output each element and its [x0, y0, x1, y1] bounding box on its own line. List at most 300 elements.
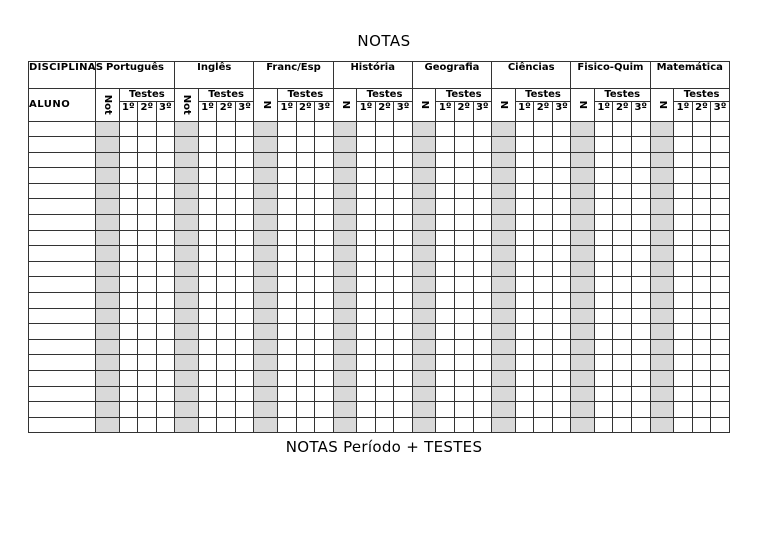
test-score-cell[interactable]: [515, 308, 534, 324]
nota-cell[interactable]: [650, 371, 674, 387]
test-score-cell[interactable]: [473, 121, 492, 137]
test-score-cell[interactable]: [235, 324, 254, 340]
nota-cell[interactable]: [333, 261, 357, 277]
test-score-cell[interactable]: [198, 371, 217, 387]
test-score-cell[interactable]: [473, 293, 492, 309]
test-score-cell[interactable]: [357, 215, 376, 231]
test-score-cell[interactable]: [594, 183, 613, 199]
student-name-cell[interactable]: [29, 137, 96, 153]
test-score-cell[interactable]: [198, 402, 217, 418]
test-score-cell[interactable]: [357, 324, 376, 340]
test-score-cell[interactable]: [217, 261, 236, 277]
test-score-cell[interactable]: [138, 121, 157, 137]
test-score-cell[interactable]: [594, 293, 613, 309]
test-score-cell[interactable]: [515, 137, 534, 153]
test-score-cell[interactable]: [552, 308, 571, 324]
test-score-cell[interactable]: [375, 293, 394, 309]
nota-cell[interactable]: [412, 168, 436, 184]
test-score-cell[interactable]: [156, 261, 175, 277]
test-score-cell[interactable]: [436, 199, 455, 215]
test-score-cell[interactable]: [375, 386, 394, 402]
test-score-cell[interactable]: [357, 152, 376, 168]
test-score-cell[interactable]: [315, 168, 334, 184]
test-score-cell[interactable]: [119, 261, 138, 277]
nota-cell[interactable]: [412, 308, 436, 324]
test-score-cell[interactable]: [515, 355, 534, 371]
test-score-cell[interactable]: [674, 168, 693, 184]
test-score-cell[interactable]: [296, 215, 315, 231]
test-score-cell[interactable]: [473, 215, 492, 231]
test-score-cell[interactable]: [534, 277, 553, 293]
nota-cell[interactable]: [95, 183, 119, 199]
test-score-cell[interactable]: [119, 371, 138, 387]
test-score-cell[interactable]: [375, 355, 394, 371]
test-score-cell[interactable]: [394, 137, 413, 153]
test-score-cell[interactable]: [119, 308, 138, 324]
nota-cell[interactable]: [95, 371, 119, 387]
test-score-cell[interactable]: [534, 308, 553, 324]
test-score-cell[interactable]: [198, 339, 217, 355]
nota-cell[interactable]: [492, 308, 516, 324]
test-score-cell[interactable]: [156, 308, 175, 324]
nota-cell[interactable]: [254, 417, 278, 433]
nota-cell[interactable]: [571, 355, 595, 371]
test-score-cell[interactable]: [552, 183, 571, 199]
test-score-cell[interactable]: [315, 386, 334, 402]
test-score-cell[interactable]: [394, 261, 413, 277]
test-score-cell[interactable]: [375, 339, 394, 355]
test-score-cell[interactable]: [632, 183, 651, 199]
nota-cell[interactable]: [650, 324, 674, 340]
test-score-cell[interactable]: [674, 199, 693, 215]
nota-cell[interactable]: [492, 168, 516, 184]
nota-cell[interactable]: [175, 277, 199, 293]
test-score-cell[interactable]: [198, 168, 217, 184]
nota-cell[interactable]: [254, 371, 278, 387]
test-score-cell[interactable]: [594, 417, 613, 433]
test-score-cell[interactable]: [119, 386, 138, 402]
test-score-cell[interactable]: [632, 277, 651, 293]
test-score-cell[interactable]: [156, 371, 175, 387]
nota-cell[interactable]: [571, 324, 595, 340]
test-score-cell[interactable]: [552, 199, 571, 215]
nota-cell[interactable]: [333, 230, 357, 246]
test-score-cell[interactable]: [278, 339, 297, 355]
nota-cell[interactable]: [412, 402, 436, 418]
test-score-cell[interactable]: [692, 199, 711, 215]
test-score-cell[interactable]: [552, 277, 571, 293]
test-score-cell[interactable]: [711, 137, 730, 153]
test-score-cell[interactable]: [394, 417, 413, 433]
test-score-cell[interactable]: [357, 339, 376, 355]
test-score-cell[interactable]: [156, 246, 175, 262]
nota-cell[interactable]: [333, 137, 357, 153]
nota-cell[interactable]: [254, 230, 278, 246]
nota-cell[interactable]: [492, 121, 516, 137]
test-score-cell[interactable]: [674, 293, 693, 309]
test-score-cell[interactable]: [552, 121, 571, 137]
nota-cell[interactable]: [254, 137, 278, 153]
test-score-cell[interactable]: [296, 324, 315, 340]
test-score-cell[interactable]: [198, 121, 217, 137]
test-score-cell[interactable]: [138, 355, 157, 371]
test-score-cell[interactable]: [552, 293, 571, 309]
test-score-cell[interactable]: [278, 261, 297, 277]
nota-cell[interactable]: [650, 308, 674, 324]
test-score-cell[interactable]: [156, 277, 175, 293]
nota-cell[interactable]: [492, 199, 516, 215]
test-score-cell[interactable]: [278, 230, 297, 246]
test-score-cell[interactable]: [473, 183, 492, 199]
test-score-cell[interactable]: [674, 121, 693, 137]
test-score-cell[interactable]: [674, 324, 693, 340]
test-score-cell[interactable]: [692, 137, 711, 153]
nota-cell[interactable]: [492, 324, 516, 340]
test-score-cell[interactable]: [436, 137, 455, 153]
test-score-cell[interactable]: [454, 168, 473, 184]
test-score-cell[interactable]: [156, 183, 175, 199]
nota-cell[interactable]: [492, 261, 516, 277]
nota-cell[interactable]: [412, 386, 436, 402]
test-score-cell[interactable]: [315, 246, 334, 262]
nota-cell[interactable]: [175, 293, 199, 309]
test-score-cell[interactable]: [296, 293, 315, 309]
test-score-cell[interactable]: [515, 215, 534, 231]
nota-cell[interactable]: [412, 137, 436, 153]
test-score-cell[interactable]: [156, 386, 175, 402]
nota-cell[interactable]: [650, 121, 674, 137]
test-score-cell[interactable]: [534, 168, 553, 184]
nota-cell[interactable]: [571, 417, 595, 433]
student-name-cell[interactable]: [29, 152, 96, 168]
test-score-cell[interactable]: [217, 152, 236, 168]
test-score-cell[interactable]: [278, 402, 297, 418]
test-score-cell[interactable]: [375, 324, 394, 340]
test-score-cell[interactable]: [357, 402, 376, 418]
nota-cell[interactable]: [412, 121, 436, 137]
test-score-cell[interactable]: [594, 371, 613, 387]
nota-cell[interactable]: [492, 277, 516, 293]
test-score-cell[interactable]: [119, 230, 138, 246]
test-score-cell[interactable]: [138, 199, 157, 215]
test-score-cell[interactable]: [674, 215, 693, 231]
test-score-cell[interactable]: [454, 215, 473, 231]
nota-cell[interactable]: [254, 152, 278, 168]
test-score-cell[interactable]: [315, 183, 334, 199]
test-score-cell[interactable]: [198, 246, 217, 262]
test-score-cell[interactable]: [436, 183, 455, 199]
test-score-cell[interactable]: [198, 137, 217, 153]
nota-cell[interactable]: [650, 402, 674, 418]
test-score-cell[interactable]: [552, 137, 571, 153]
test-score-cell[interactable]: [235, 386, 254, 402]
test-score-cell[interactable]: [119, 277, 138, 293]
nota-cell[interactable]: [175, 339, 199, 355]
test-score-cell[interactable]: [235, 261, 254, 277]
test-score-cell[interactable]: [436, 355, 455, 371]
test-score-cell[interactable]: [473, 402, 492, 418]
test-score-cell[interactable]: [692, 293, 711, 309]
test-score-cell[interactable]: [315, 371, 334, 387]
test-score-cell[interactable]: [534, 324, 553, 340]
test-score-cell[interactable]: [394, 215, 413, 231]
test-score-cell[interactable]: [515, 168, 534, 184]
test-score-cell[interactable]: [315, 417, 334, 433]
test-score-cell[interactable]: [515, 121, 534, 137]
test-score-cell[interactable]: [138, 215, 157, 231]
test-score-cell[interactable]: [552, 246, 571, 262]
test-score-cell[interactable]: [119, 417, 138, 433]
nota-cell[interactable]: [650, 246, 674, 262]
nota-cell[interactable]: [175, 183, 199, 199]
test-score-cell[interactable]: [156, 293, 175, 309]
nota-cell[interactable]: [254, 308, 278, 324]
test-score-cell[interactable]: [138, 402, 157, 418]
test-score-cell[interactable]: [296, 371, 315, 387]
test-score-cell[interactable]: [473, 199, 492, 215]
student-name-cell[interactable]: [29, 168, 96, 184]
nota-cell[interactable]: [412, 152, 436, 168]
nota-cell[interactable]: [333, 121, 357, 137]
nota-cell[interactable]: [571, 121, 595, 137]
test-score-cell[interactable]: [534, 386, 553, 402]
test-score-cell[interactable]: [357, 121, 376, 137]
test-score-cell[interactable]: [296, 121, 315, 137]
test-score-cell[interactable]: [278, 355, 297, 371]
test-score-cell[interactable]: [296, 308, 315, 324]
nota-cell[interactable]: [333, 371, 357, 387]
test-score-cell[interactable]: [217, 137, 236, 153]
student-name-cell[interactable]: [29, 308, 96, 324]
test-score-cell[interactable]: [235, 417, 254, 433]
nota-cell[interactable]: [650, 215, 674, 231]
test-score-cell[interactable]: [534, 215, 553, 231]
test-score-cell[interactable]: [632, 152, 651, 168]
nota-cell[interactable]: [571, 152, 595, 168]
test-score-cell[interactable]: [357, 293, 376, 309]
test-score-cell[interactable]: [613, 121, 632, 137]
test-score-cell[interactable]: [119, 246, 138, 262]
nota-cell[interactable]: [254, 277, 278, 293]
nota-cell[interactable]: [254, 215, 278, 231]
nota-cell[interactable]: [571, 386, 595, 402]
test-score-cell[interactable]: [515, 293, 534, 309]
test-score-cell[interactable]: [632, 246, 651, 262]
student-name-cell[interactable]: [29, 199, 96, 215]
test-score-cell[interactable]: [296, 402, 315, 418]
test-score-cell[interactable]: [217, 324, 236, 340]
nota-cell[interactable]: [492, 355, 516, 371]
nota-cell[interactable]: [95, 230, 119, 246]
nota-cell[interactable]: [650, 199, 674, 215]
nota-cell[interactable]: [175, 152, 199, 168]
test-score-cell[interactable]: [138, 277, 157, 293]
test-score-cell[interactable]: [613, 293, 632, 309]
test-score-cell[interactable]: [613, 261, 632, 277]
test-score-cell[interactable]: [394, 121, 413, 137]
test-score-cell[interactable]: [394, 168, 413, 184]
test-score-cell[interactable]: [594, 308, 613, 324]
test-score-cell[interactable]: [552, 324, 571, 340]
test-score-cell[interactable]: [375, 215, 394, 231]
test-score-cell[interactable]: [198, 183, 217, 199]
test-score-cell[interactable]: [674, 355, 693, 371]
test-score-cell[interactable]: [473, 261, 492, 277]
test-score-cell[interactable]: [515, 199, 534, 215]
test-score-cell[interactable]: [119, 355, 138, 371]
test-score-cell[interactable]: [394, 230, 413, 246]
test-score-cell[interactable]: [296, 152, 315, 168]
test-score-cell[interactable]: [711, 152, 730, 168]
test-score-cell[interactable]: [711, 261, 730, 277]
test-score-cell[interactable]: [296, 277, 315, 293]
test-score-cell[interactable]: [613, 137, 632, 153]
test-score-cell[interactable]: [394, 152, 413, 168]
test-score-cell[interactable]: [296, 339, 315, 355]
test-score-cell[interactable]: [594, 199, 613, 215]
test-score-cell[interactable]: [278, 277, 297, 293]
test-score-cell[interactable]: [534, 261, 553, 277]
test-score-cell[interactable]: [454, 183, 473, 199]
test-score-cell[interactable]: [436, 121, 455, 137]
test-score-cell[interactable]: [534, 137, 553, 153]
test-score-cell[interactable]: [235, 371, 254, 387]
test-score-cell[interactable]: [454, 137, 473, 153]
test-score-cell[interactable]: [692, 371, 711, 387]
test-score-cell[interactable]: [692, 386, 711, 402]
nota-cell[interactable]: [571, 308, 595, 324]
test-score-cell[interactable]: [711, 168, 730, 184]
test-score-cell[interactable]: [473, 230, 492, 246]
nota-cell[interactable]: [571, 199, 595, 215]
test-score-cell[interactable]: [138, 339, 157, 355]
test-score-cell[interactable]: [534, 230, 553, 246]
test-score-cell[interactable]: [552, 152, 571, 168]
test-score-cell[interactable]: [315, 152, 334, 168]
test-score-cell[interactable]: [473, 371, 492, 387]
test-score-cell[interactable]: [692, 339, 711, 355]
test-score-cell[interactable]: [594, 386, 613, 402]
nota-cell[interactable]: [650, 168, 674, 184]
test-score-cell[interactable]: [156, 168, 175, 184]
test-score-cell[interactable]: [394, 402, 413, 418]
test-score-cell[interactable]: [473, 152, 492, 168]
test-score-cell[interactable]: [613, 324, 632, 340]
test-score-cell[interactable]: [235, 137, 254, 153]
test-score-cell[interactable]: [138, 371, 157, 387]
nota-cell[interactable]: [412, 183, 436, 199]
test-score-cell[interactable]: [198, 152, 217, 168]
test-score-cell[interactable]: [296, 168, 315, 184]
nota-cell[interactable]: [650, 183, 674, 199]
test-score-cell[interactable]: [375, 261, 394, 277]
nota-cell[interactable]: [254, 261, 278, 277]
test-score-cell[interactable]: [315, 215, 334, 231]
test-score-cell[interactable]: [119, 339, 138, 355]
nota-cell[interactable]: [254, 324, 278, 340]
test-score-cell[interactable]: [632, 137, 651, 153]
test-score-cell[interactable]: [552, 339, 571, 355]
test-score-cell[interactable]: [515, 371, 534, 387]
test-score-cell[interactable]: [711, 339, 730, 355]
test-score-cell[interactable]: [632, 355, 651, 371]
test-score-cell[interactable]: [454, 152, 473, 168]
nota-cell[interactable]: [175, 230, 199, 246]
test-score-cell[interactable]: [315, 308, 334, 324]
nota-cell[interactable]: [650, 355, 674, 371]
student-name-cell[interactable]: [29, 230, 96, 246]
nota-cell[interactable]: [650, 137, 674, 153]
test-score-cell[interactable]: [217, 339, 236, 355]
test-score-cell[interactable]: [217, 371, 236, 387]
test-score-cell[interactable]: [394, 277, 413, 293]
test-score-cell[interactable]: [552, 215, 571, 231]
test-score-cell[interactable]: [674, 402, 693, 418]
test-score-cell[interactable]: [436, 215, 455, 231]
test-score-cell[interactable]: [394, 183, 413, 199]
test-score-cell[interactable]: [613, 386, 632, 402]
test-score-cell[interactable]: [217, 199, 236, 215]
test-score-cell[interactable]: [375, 308, 394, 324]
nota-cell[interactable]: [95, 417, 119, 433]
test-score-cell[interactable]: [119, 215, 138, 231]
test-score-cell[interactable]: [632, 261, 651, 277]
nota-cell[interactable]: [412, 230, 436, 246]
test-score-cell[interactable]: [278, 293, 297, 309]
test-score-cell[interactable]: [711, 324, 730, 340]
test-score-cell[interactable]: [235, 308, 254, 324]
test-score-cell[interactable]: [674, 261, 693, 277]
test-score-cell[interactable]: [613, 152, 632, 168]
test-score-cell[interactable]: [454, 386, 473, 402]
test-score-cell[interactable]: [156, 355, 175, 371]
test-score-cell[interactable]: [692, 183, 711, 199]
nota-cell[interactable]: [492, 417, 516, 433]
test-score-cell[interactable]: [198, 230, 217, 246]
nota-cell[interactable]: [333, 277, 357, 293]
test-score-cell[interactable]: [156, 215, 175, 231]
nota-cell[interactable]: [95, 246, 119, 262]
test-score-cell[interactable]: [375, 371, 394, 387]
nota-cell[interactable]: [175, 324, 199, 340]
test-score-cell[interactable]: [198, 199, 217, 215]
test-score-cell[interactable]: [454, 293, 473, 309]
test-score-cell[interactable]: [394, 339, 413, 355]
test-score-cell[interactable]: [315, 121, 334, 137]
test-score-cell[interactable]: [674, 183, 693, 199]
nota-cell[interactable]: [95, 402, 119, 418]
student-name-cell[interactable]: [29, 386, 96, 402]
nota-cell[interactable]: [254, 355, 278, 371]
nota-cell[interactable]: [95, 215, 119, 231]
test-score-cell[interactable]: [594, 230, 613, 246]
test-score-cell[interactable]: [534, 246, 553, 262]
nota-cell[interactable]: [650, 277, 674, 293]
test-score-cell[interactable]: [632, 293, 651, 309]
nota-cell[interactable]: [333, 168, 357, 184]
test-score-cell[interactable]: [394, 355, 413, 371]
test-score-cell[interactable]: [375, 402, 394, 418]
test-score-cell[interactable]: [315, 261, 334, 277]
test-score-cell[interactable]: [217, 402, 236, 418]
test-score-cell[interactable]: [138, 168, 157, 184]
test-score-cell[interactable]: [235, 121, 254, 137]
nota-cell[interactable]: [571, 246, 595, 262]
test-score-cell[interactable]: [473, 308, 492, 324]
test-score-cell[interactable]: [375, 137, 394, 153]
test-score-cell[interactable]: [375, 199, 394, 215]
test-score-cell[interactable]: [357, 246, 376, 262]
